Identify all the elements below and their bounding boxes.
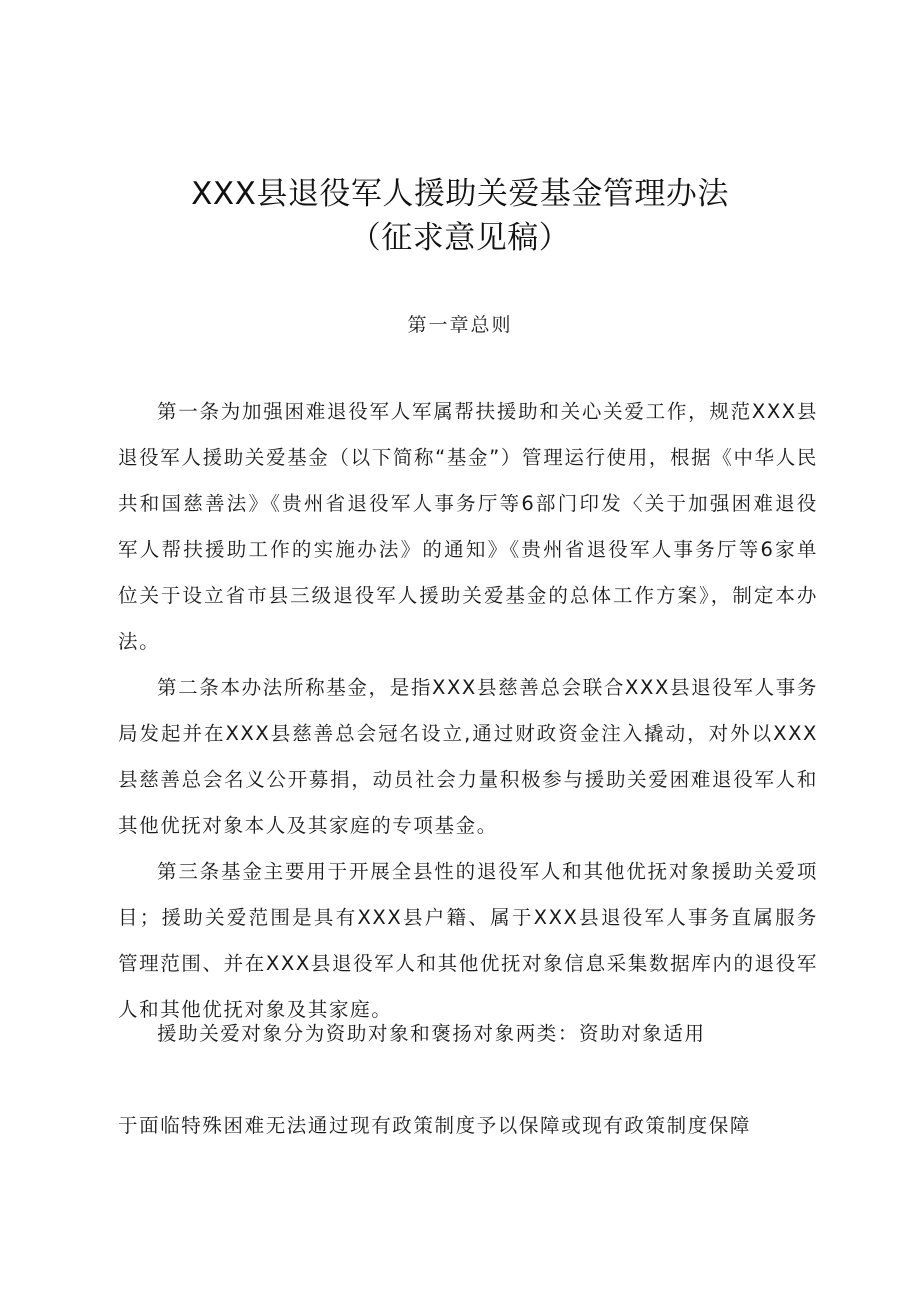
article-2-paragraph: 第二条本办法所称基金，是指XXX县慈善总会联合XXX县退役军人事务局发起并在XXX县慈善总会冠名设立,通过财政资金注入撬动，对外以XXX县慈善总会名义公开募捐，动员社会力量积极参与援助关爱困难退役军人和其他优抚对象本人及其家庭的专项基金。 [118,676,818,837]
continuation-paragraph: 于面临特殊困难无法通过现有政策制度予以保障或现有政策制度保障 [118,1114,752,1137]
chapter-heading: 第一章总则 [407,314,513,336]
article-1-paragraph: 第一条为加强困难退役军人军属帮扶援助和关心关爱工作，规范XXX县退役军人援助关爱基金（以下简称“基金”）管理运行使用，根据《中华人民共和国慈善法》《贵州省退役军人事务厅等6部门印发〈关于加强困难退役军人帮扶援助工作的实施办法》的通知》《贵州省退役军人事务厅等6家单位关于设立省市县三级退役军人援助关爱基金的总体工作方案》，制定本办法。 [118,400,818,653]
article-3-paragraph: 第三条基金主要用于开展全县性的退役军人和其他优抚对象援助关爱项目；援助关爱范围是具有XXX县户籍、属于XXX县退役军人事务直属服务管理范围、并在XXX县退役军人和其他优抚对象信息采集数据库内的退役军人和其他优抚对象及其家庭。 [118,860,818,1021]
beneficiary-types-paragraph: 援助关爱对象分为资助对象和褒扬对象两类：资助对象适用 [157,1022,706,1045]
document-subtitle: （征求意见稿） [349,220,571,256]
document-title: XXX县退役军人援助关爱基金管理办法 [191,176,729,212]
